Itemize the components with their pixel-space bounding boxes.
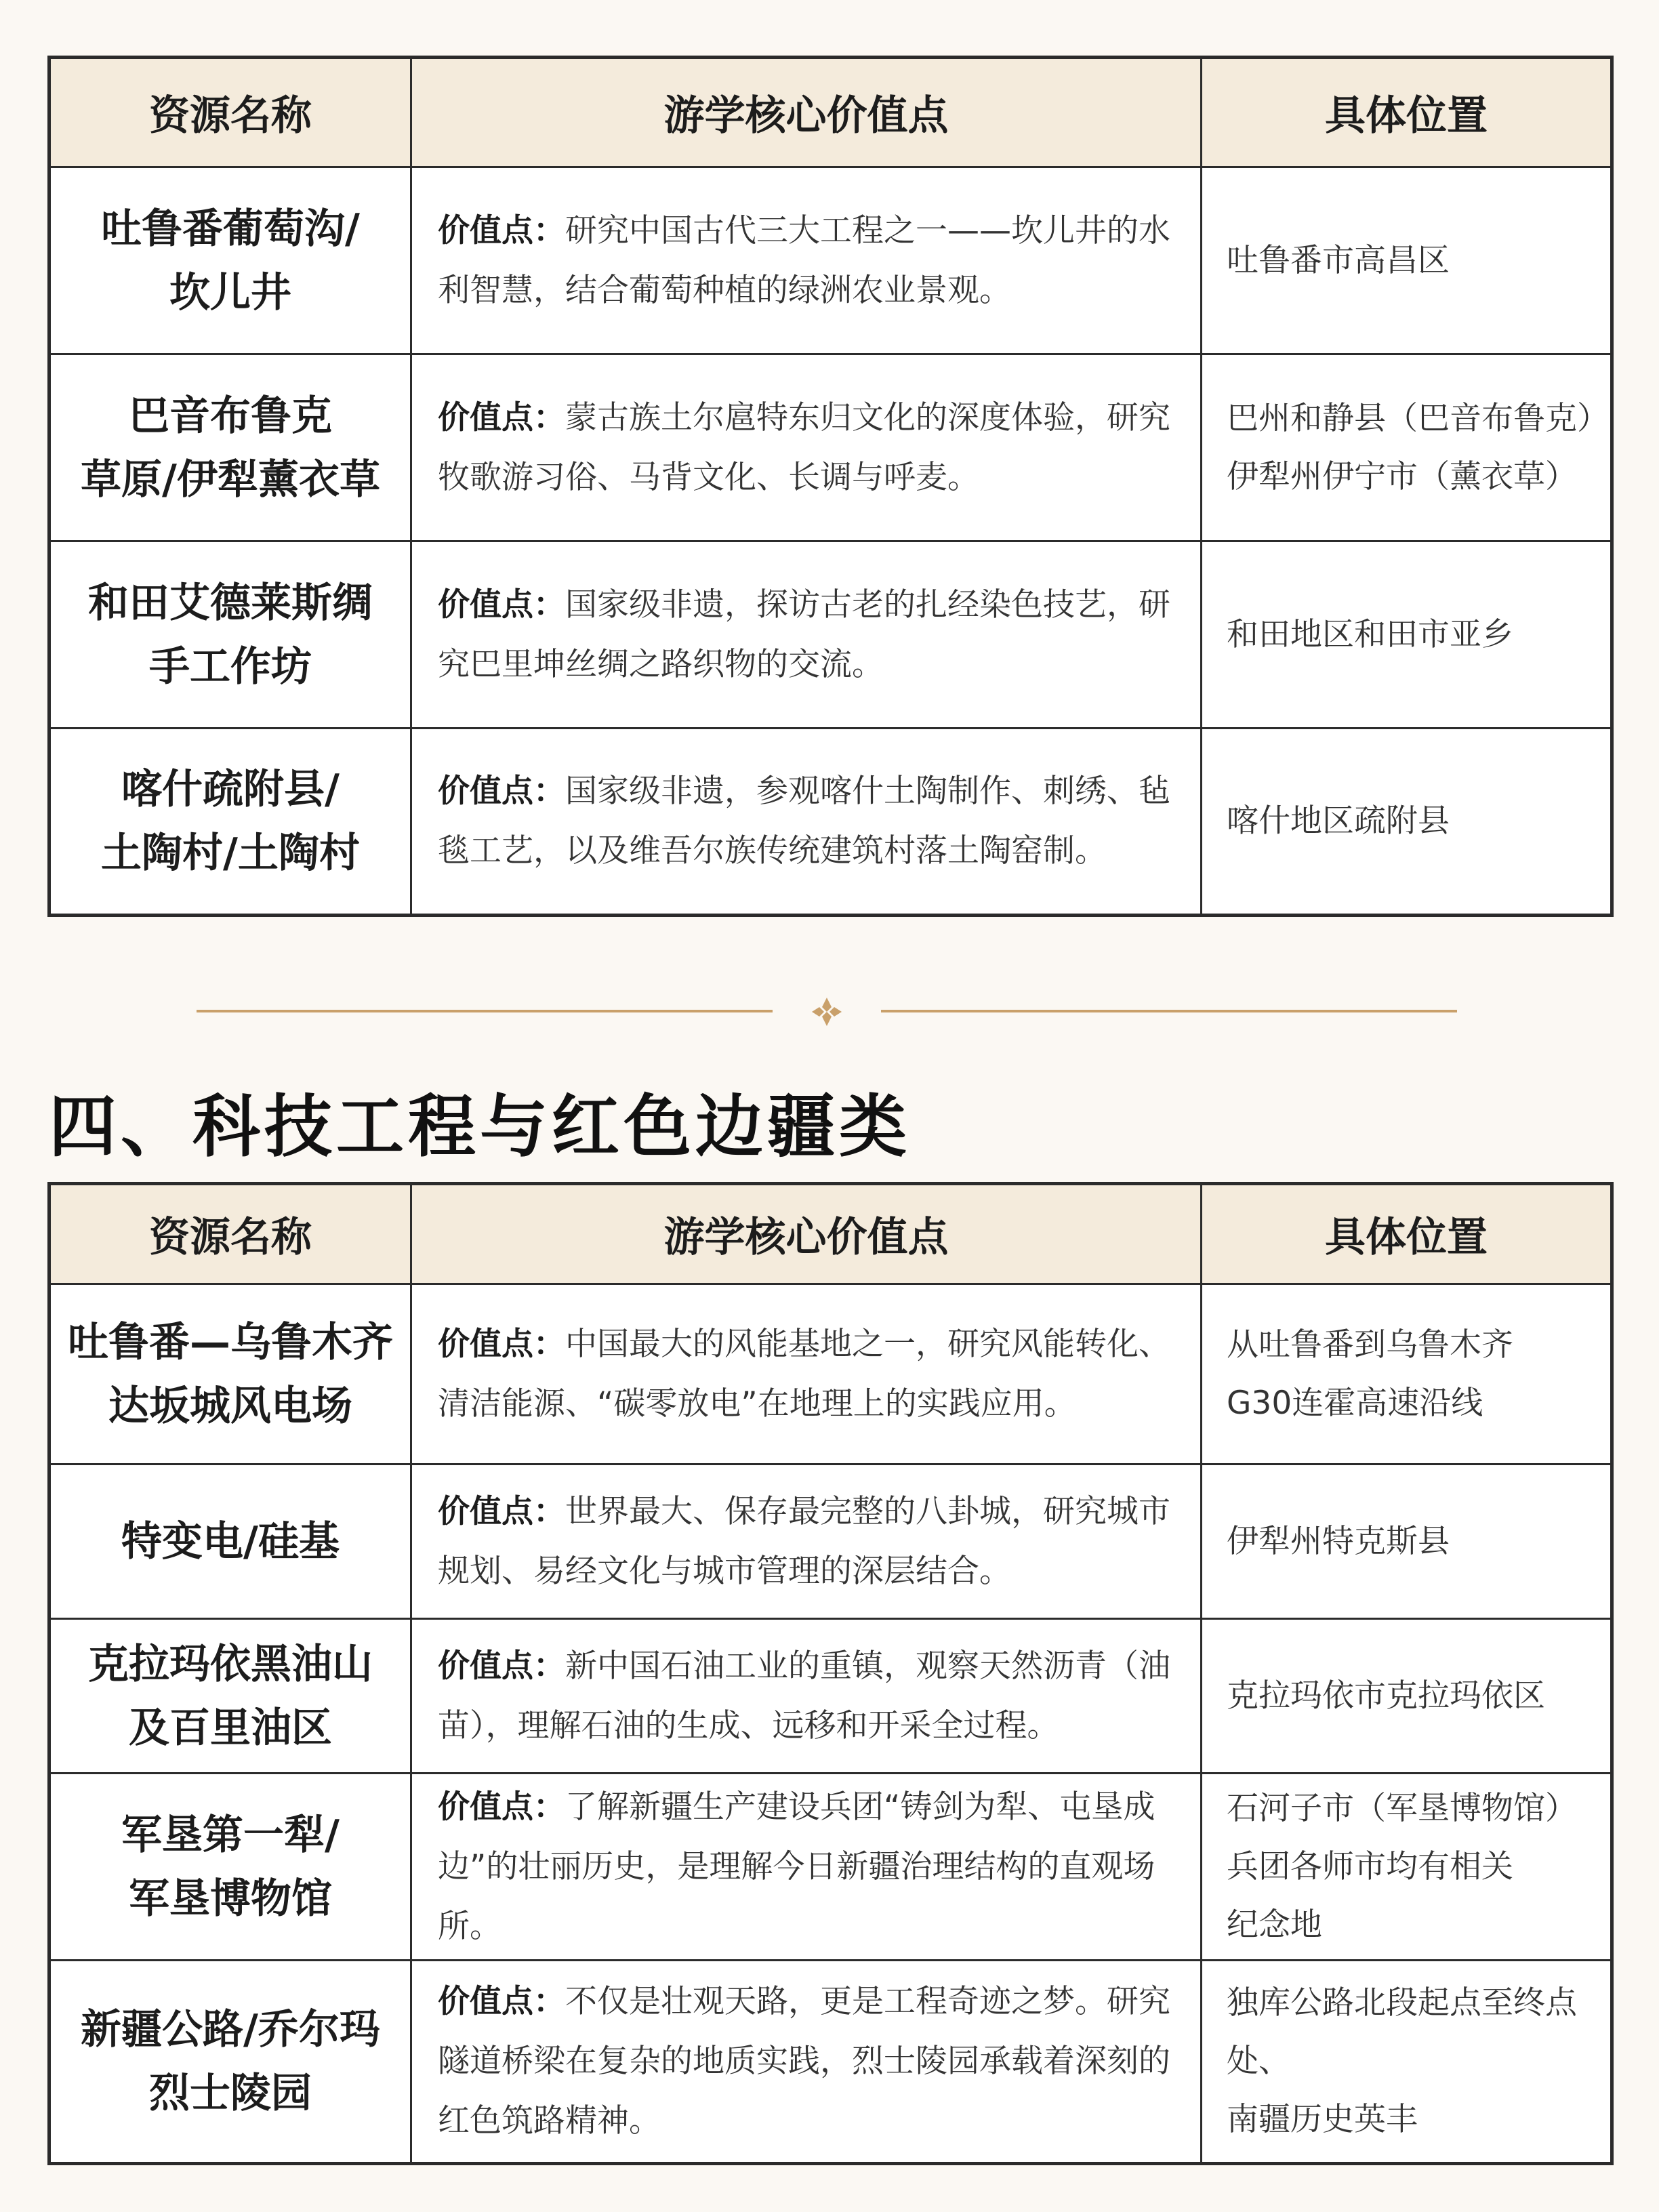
resource-name: 吐鲁番—乌鲁木齐 达坂城风电场 [49, 1284, 411, 1465]
table-row [49, 167, 1612, 354]
location: 伊犁州特克斯县 [1202, 1465, 1612, 1619]
location: 巴州和静县（巴音布鲁克） 伊犁州伊宁市（薰衣草） [1202, 354, 1612, 541]
location: 吐鲁番市高昌区 [1202, 167, 1612, 354]
value-point: 价值点：蒙古族土尔扈特东归文化的深度体验，研究牧歌游习俗、马背文化、长调与呼麦。 [411, 354, 1202, 541]
location: 克拉玛依市克拉玛依区 [1202, 1619, 1612, 1774]
table-row [49, 541, 1612, 729]
header-core-value: 游学核心价值点 [411, 58, 1202, 167]
header-resource-name: 资源名称 [49, 1184, 411, 1284]
divider-line-right [881, 1010, 1457, 1012]
value-point: 价值点：中国最大的风能基地之一，研究风能转化、清洁能源、“碳零放电”在地理上的实践应用。 [411, 1284, 1202, 1465]
resource-name: 吐鲁番葡萄沟/ 坎儿井 [49, 167, 411, 354]
header-location: 具体位置 [1202, 58, 1612, 167]
value-point: 价值点：世界最大、保存最完整的八卦城，研究城市规划、易经文化与城市管理的深层结合。 [411, 1465, 1202, 1619]
location: 从吐鲁番到乌鲁木齐 G30连霍高速沿线 [1202, 1284, 1612, 1465]
value-point: 价值点：国家级非遗，探访古老的扎经染色技艺，研究巴里坤丝绸之路织物的交流。 [411, 541, 1202, 729]
value-point: 价值点：国家级非遗，参观喀什土陶制作、刺绣、毡毯工艺，以及维吾尔族传统建筑村落土陶窑制。 [411, 729, 1202, 916]
table-row [49, 1284, 1612, 1465]
table-row [49, 1619, 1612, 1774]
location: 石河子市（军垦博物馆） 兵团各师市均有相关 纪念地 [1202, 1774, 1612, 1961]
resource-name: 特变电/硅基 [49, 1465, 411, 1619]
resource-name: 喀什疏附县/ 土陶村/土陶村 [49, 729, 411, 916]
header-location: 具体位置 [1202, 1184, 1612, 1284]
value-point: 价值点：研究中国古代三大工程之一——坎儿井的水利智慧，结合葡萄种植的绿洲农业景观。 [411, 167, 1202, 354]
value-point: 价值点：了解新疆生产建设兵团“铸剑为犁、屯垦成边”的壮丽历史，是理解今日新疆治理结构的直观场所。 [411, 1774, 1202, 1961]
section-divider [197, 995, 1457, 1029]
resource-name: 克拉玛依黑油山 及百里油区 [49, 1619, 411, 1774]
value-point: 价值点：新中国石油工业的重镇，观察天然沥青（油苗），理解石油的生成、远移和开采全过程。 [411, 1619, 1202, 1774]
resource-name: 新疆公路/乔尔玛 烈士陵园 [49, 1961, 411, 2164]
location: 喀什地区疏附县 [1202, 729, 1612, 916]
resource-table-2 [47, 1182, 1614, 2165]
divider-line-left [197, 1010, 773, 1012]
table-header-row [49, 58, 1612, 167]
table-row [49, 1961, 1612, 2164]
table-header-row [49, 1184, 1612, 1284]
location: 独库公路北段起点至终点处、 南疆历史英丰 [1202, 1961, 1612, 2164]
resource-name: 军垦第一犁/ 军垦博物馆 [49, 1774, 411, 1961]
location: 和田地区和田市亚乡 [1202, 541, 1612, 729]
value-point: 价值点：不仅是壮观天路，更是工程奇迹之梦。研究隧道桥梁在复杂的地质实践，烈士陵园承载着深刻的红色筑路精神。 [411, 1961, 1202, 2164]
header-core-value: 游学核心价值点 [411, 1184, 1202, 1284]
table-row [49, 1465, 1612, 1619]
section-title: 四、科技工程与红色边疆类 [49, 1087, 911, 1166]
resource-name: 和田艾德莱斯绸 手工作坊 [49, 541, 411, 729]
resource-table-1 [47, 56, 1614, 917]
header-resource-name: 资源名称 [49, 58, 411, 167]
table-row [49, 729, 1612, 916]
resource-name: 巴音布鲁克 草原/伊犁薰衣草 [49, 354, 411, 541]
table-row [49, 1774, 1612, 1961]
diamond-ornament-icon [800, 995, 854, 1029]
table-row [49, 354, 1612, 541]
